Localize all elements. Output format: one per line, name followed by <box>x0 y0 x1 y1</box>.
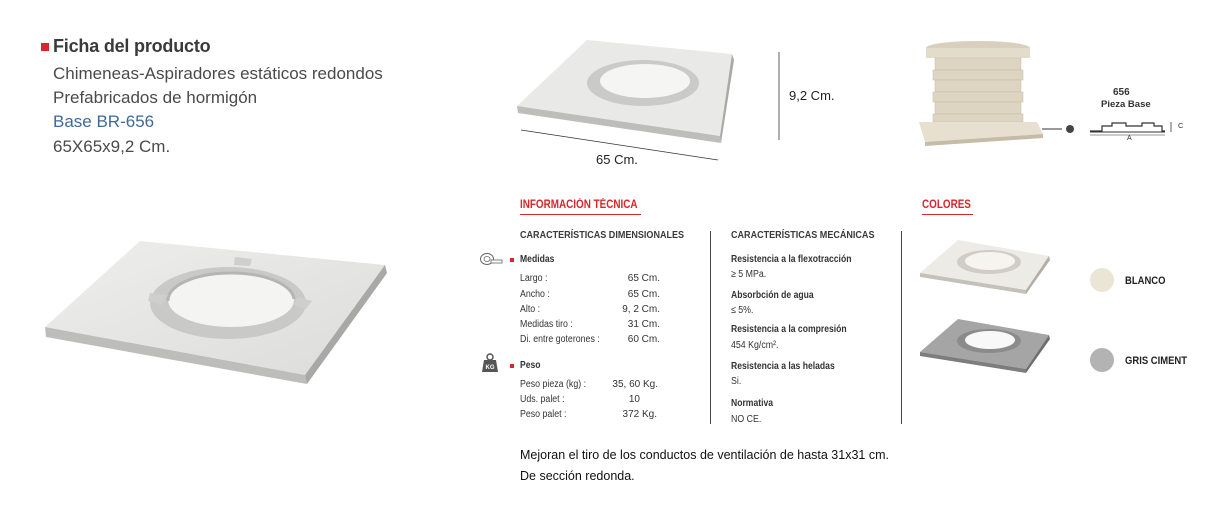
piece-name: Pieza Base <box>1101 99 1151 110</box>
mech-value: Si. <box>731 376 742 387</box>
peso-label: Peso pieza (kg) : <box>520 379 587 390</box>
weight-icon <box>481 353 499 373</box>
piece-number: 656 <box>1113 87 1130 98</box>
base-dimension-image <box>515 36 785 166</box>
medida-value: 65 Cm. <box>627 289 660 300</box>
base-product-image <box>40 235 390 385</box>
tech-info-underline <box>520 214 641 215</box>
medida-value: 65 Cm. <box>627 273 660 284</box>
colors-underline <box>922 214 973 215</box>
medida-label: Alto : <box>520 304 541 315</box>
height-dimension-label: 9,2 Cm. <box>789 88 835 103</box>
mech-value: ≤ 5%. <box>731 305 754 316</box>
measuring-tape-icon <box>479 252 503 266</box>
mech-value: 454 Kg/cm². <box>731 340 779 351</box>
product-family: Chimeneas-Aspiradores estáticos redondos <box>53 64 383 83</box>
medida-value: 9, 2 Cm. <box>622 304 660 315</box>
peso-value: 10 <box>628 394 640 405</box>
peso-label: Uds. palet : <box>520 394 565 405</box>
medidas-title: Medidas <box>520 254 555 265</box>
product-model: Base BR-656 <box>53 112 155 131</box>
medida-label: Largo : <box>520 273 548 284</box>
medida-value: 60 Cm. <box>627 334 660 345</box>
description-line-2: De sección redonda. <box>520 469 635 483</box>
width-dimension-label: 65 Cm. <box>596 152 638 167</box>
mech-value: NO CE. <box>731 414 762 425</box>
color-name-blanco: BLANCO <box>1125 275 1166 287</box>
peso-bullet <box>510 364 514 368</box>
white-base-image <box>918 238 1053 298</box>
peso-title: Peso <box>520 360 541 371</box>
colors-heading: COLORES <box>922 199 971 211</box>
medidas-bullet <box>510 258 514 262</box>
peso-value: 372 Kg. <box>622 409 657 420</box>
chimney-stack-image <box>915 38 1050 150</box>
piece-profile-diagram <box>1040 110 1190 145</box>
page-title: Ficha del producto <box>53 36 211 56</box>
mech-title: Normativa <box>731 398 774 409</box>
dimensional-heading: CARACTERÍSTICAS DIMENSIONALES <box>520 229 685 241</box>
description-line-1: Mejoran el tiro de los conductos de ventilación de hasta 31x31 cm. <box>520 448 889 462</box>
mechanical-heading: CARACTERÍSTICAS MECÁNICAS <box>731 229 875 241</box>
product-material: Prefabricados de hormigón <box>53 88 258 107</box>
peso-label: Peso palet : <box>520 409 567 420</box>
product-size: 65X65x9,2 Cm. <box>53 137 171 156</box>
grey-base-image <box>918 317 1053 377</box>
color-name-gris: GRIS CIMENT <box>1125 355 1188 367</box>
mech-title: Resistencia a la flexotracción <box>731 254 852 265</box>
piece-dimension-a: A <box>1127 135 1132 142</box>
medida-label: Di. entre goterones : <box>520 334 600 345</box>
color-swatch-gris <box>1090 348 1114 372</box>
column-divider <box>710 231 711 424</box>
medida-label: Medidas tiro : <box>520 319 573 330</box>
medida-label: Ancho : <box>520 289 550 300</box>
mech-title: Resistencia a las heladas <box>731 361 835 372</box>
column-divider-right <box>901 231 902 424</box>
mech-title: Resistencia a la compresión <box>731 324 847 335</box>
title-bullet <box>41 43 49 51</box>
mech-title: Absorbción de agua <box>731 290 814 301</box>
color-swatch-blanco <box>1090 268 1114 292</box>
mech-value: ≥ 5 MPa. <box>731 269 767 280</box>
tech-info-heading: INFORMACIÓN TÉCNICA <box>520 199 638 211</box>
weight-icon-text: KG <box>485 365 495 371</box>
piece-dimension-c: C <box>1178 121 1184 130</box>
medida-value: 31 Cm. <box>627 319 660 330</box>
peso-value: 35, 60 Kg. <box>612 379 658 390</box>
